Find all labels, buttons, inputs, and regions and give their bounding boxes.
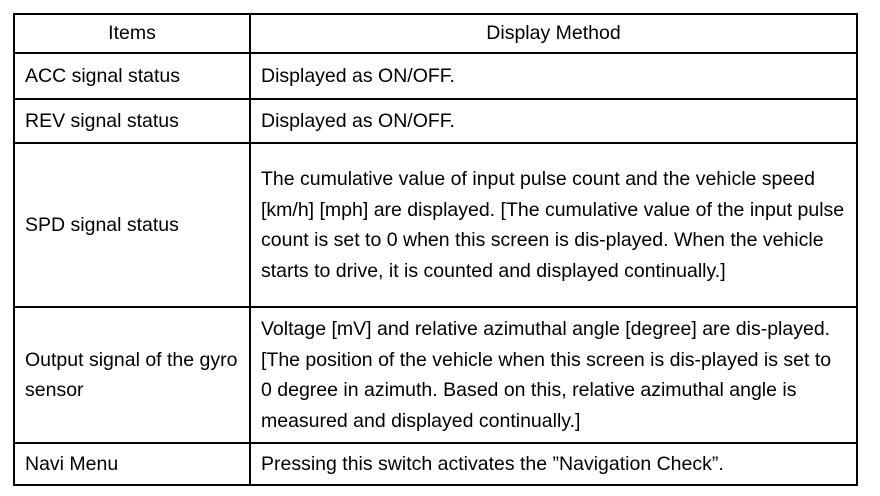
header-items: Items [14, 14, 250, 53]
table-row [14, 53, 857, 99]
method-cell: Displayed as ON/OFF. [250, 53, 857, 99]
header-display-method: Display Method [250, 14, 857, 53]
table-header-row [14, 14, 857, 53]
item-cell: ACC signal status [14, 53, 250, 99]
item-cell: REV signal status [14, 99, 250, 143]
method-cell: The cumulative value of input pulse count and the vehicle speed [km/h] [mph] are displayed. [The cumulative value of the input pulse count is set to 0 when this screen is dis-played. When the vehicle starts to drive, it is counted and displayed continually.] [250, 143, 857, 307]
item-cell: Output signal of the gyro sensor [14, 307, 250, 443]
item-cell: SPD signal status [14, 143, 250, 307]
method-cell: Pressing this switch activates the ”Navigation Check”. [250, 443, 857, 485]
table-row [14, 143, 857, 307]
table-row [14, 99, 857, 143]
method-cell: Displayed as ON/OFF. [250, 99, 857, 143]
display-method-table [13, 13, 858, 486]
item-cell: Navi Menu [14, 443, 250, 485]
table-row [14, 307, 857, 443]
table-row [14, 443, 857, 485]
method-cell: Voltage [mV] and relative azimuthal angle [degree] are dis-played. [The position of the vehicle when this screen is dis-played is set to 0 degree in azimuth. Based on this, relative azimuthal angle is measured and displayed continually.] [250, 307, 857, 443]
